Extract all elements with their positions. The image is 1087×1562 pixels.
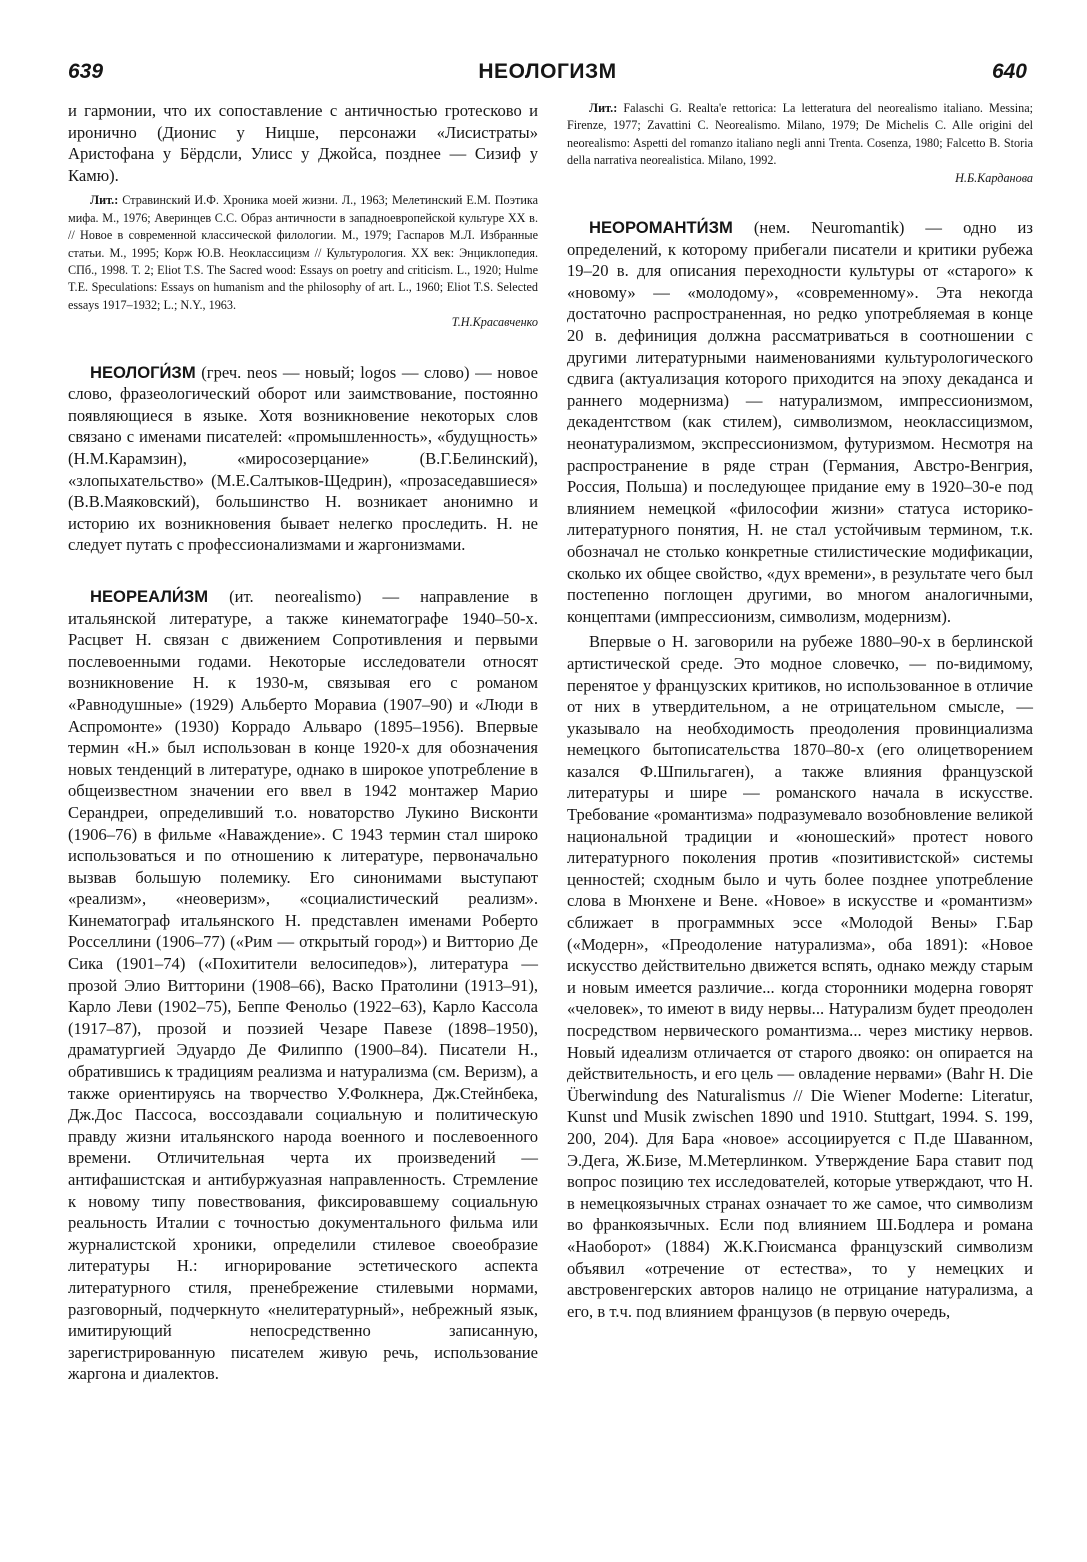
entry-text: (ит. neorealismo) — направление в итальянской литературе, а также кинематографе 1940–50-х. Расцвет Н. связан с движением Сопротивления и первыми послевоенными годами. Некоторые исследователи относят возникновение Н. к 1930-м, связывая его с романом «Равнодушные» (1929) Альберто Моравиа (1907–90) и «Люди в Аспромонте» (1930) Коррадо Альваро (1895–1956). Впервые термин «Н.» был использован в конце 1920-х для обозначения новых тенденций в литературе, однако в широкое употребление в общеизвестном значении его ввел в 1942 монтажер Марио Серандреи, определивший т.о. новаторство Лукино Висконти (1906–76) в фильме «Наваждение». С 1943 термин стал широко использоваться и по отношению к литературе, первоначально вызвав большую полемику. Его синонимами выступают «реализм», «неоверизм», «социалистический реализм». Кинематограф итальянского Н. представлен именами Роберто Росселлини (1906–77) («Рим — открытый город») и Витторио Де Сика (1901–74) («Похитители велосипедов»), литература — прозой Элио Витторини (1908–66), Васко Пратолини (1913–91), Карло Леви (1902–75), Беппе Фенольо (1922–63), Карло Кассола (1917–87), прозой и поэзией Чезаре Павезе (1898–1950), драматургией Эдуардо Де Филиппо (1900–84). Писатели Н., обратившись к традициям реализма и натурализма (см. Веризм), а также ориентируясь на творчество У.Фолкнера, Дж.Стейнбека, Дж.Дос Пассоса, воссоздавали социальную и политическую правду жизни итальянского народа военного и послевоенного времени. Отличительная черта их произведений — антифашистская и антибуржуазная направленность. Стремление к новому типу повествования, фиксировавшему социальную реальность Италии с точностью документального фильма или журналистской хроники, определили стилевое своеобразие литературы Н.: игнорирование эстетического аспекта литературного стиля, пренебрежение стилевыми нормами, разговорный, подчеркнуто «нелитературный», небрежный язык, имитирующий непосредственно записанную, зарегистрированную писателем живую речь, использование жаргона и диалектов. xyxy=(68,586,538,1384)
paragraph: Впервые о Н. заговорили на рубеже 1880–90-х в берлинской артистической среде. Это модное словечко, — по-видимому, перенятое у французских критиков, но использованное в отличие от них в утвердительном, а не отрицательном смысле, — указывало на необходимость преодоления провинциализма немецкого бытописательства 1870–80-х (его олицетворением казался Ф.Шпильгаген), а также влияния французской литературы и шире — романского начала в искусстве. Требование «романтизма» подразумевало возобновление великой национальной традиции и «юношеский» протест нового литературного поколения против «позитивистской» системы ценностей; сходным было и чуть более позднее употребление слова в Мюнхене и Вене. «Новое» в искусстве и «романтизм» сближает в программных эссе «Молодой Вены» Г.Бар («Модерн», «Преодоление натурализма», оба 1891): «Новое искусство действительно движется вспять, однако между старым и новым имеется различие... когда сторонники модерна говорят «человек», то имеют в виду нервы... Натурализм будет преодолен посредством нервического романтизма... через мистику нервов. Новый идеализм отличается от старого двояко: он опирается на действительность, и его цель — овладение нервами» (Bahr H. Die Überwindung des Naturalismus // Die Wiener Moderne: Literatur, Kunst und Musik zwischen 1890 und 1910. Stuttgart, 1994. S. 199, 200, 204). Для Бара «новое» ассоциируется с П.де Шаванном, Э.Дега, Ж.Бизе, М.Метерлинком. Утверждение Бара ставит под вопрос позицию тех исследователей, которые утверждают, что Н. в немецкоязычных странах означает то же самое, что символизм во франкоязычных. Если под влиянием Ш.Бодлера и романа «Наоборот» (1884) Ж.К.Гюисманса французский символизм объявил «отречение от естества», то у немецких и австровенгерских авторов налицо не отрицание натурализма, а его, в т.ч. под влиянием французов (в первую очередь, xyxy=(567,632,1033,1321)
bibliography-neoclassicism xyxy=(68,192,538,331)
headword-neologism: НЕОЛОГИ́ЗМ xyxy=(90,362,196,382)
entry-neoromanticism xyxy=(567,217,1033,627)
running-title: НЕОЛОГИЗМ xyxy=(478,60,617,83)
headword-neoromanticism: НЕОРОМАНТИ́ЗМ xyxy=(589,218,733,238)
headword-neorealism: НЕОРЕАЛИ́ЗМ xyxy=(90,586,209,606)
entry-neologism xyxy=(68,362,538,556)
page-header xyxy=(68,60,1027,94)
left-page-number: 639 xyxy=(68,60,104,83)
continued-text: и гармонии, что их сопоставление с античностью гротесково и иронично (Дионис у Ницше, персонажи «Лисистраты» Аристофана у Бёрдсли, Улисс у Джойса, позднее — Сизиф у Камю). xyxy=(68,101,538,185)
left-column xyxy=(68,100,538,1385)
right-page-number: 640 xyxy=(991,60,1027,83)
entry-text: (нем. Neuromantik) — одно из определений, к которому прибегали писатели и критики рубежа 19–20 в. для описания переходности культуры от «старого» к «новому» — «молодому», «современному». Эта некогда достаточно распространенная, но редко употребляемая в конце 20 в. дефиниция должна рассматриваться в соотношении с другими литературными наименованиями культурологического сдвига (актуализация которого приходится на эпоху декаданса и раннего модернизма) — натурализмом, импрессионизмом, декадентством (как стилем), символизмом, неоклассицизмом, неонатурализмом, экспрессионизмом, футуризмом. Несмотря на распространение в ряде стран (Германия, Австро-Венгрия, Россия, Польша) и последующее придание ему в 1920–30-е под влиянием немецкой «философии жизни» статуса историко-литературного понятия, Н. не стал устойчивым термином, т.к. обозначал не столько конкретные стилистические модификации, сколько их общее свойство, «дух времени», в результате чего был постепенно поглощен другими, во многом аналогичными, концептами (импрессионизм, символизм, модернизм). xyxy=(567,218,1033,626)
bibliography-text: Стравинский И.Ф. Хроника моей жизни. Л., 1963; Мелетинский Е.М. Поэтика мифа. М., 1976; Аверинцев С.С. Образ античности в западноевропейской культуре XX в. // Новое в современной классической филологии. М., 1979; Гаспаров М.Л. Избранные статьи. М., 1995; Корж Ю.В. Неоклассицизм // Культурология. XX век: Энциклопедия. СПб., 1998. Т. 2; Eliot T.S. The Sacred wood: Essays on poetry and criticism. L., 1920; Hulme T.E. Speculations: Essays on humanism and the philosophy of art. L., 1960; Eliot T.S. Selected essays 1917–1932; L.; N.Y., 1963. xyxy=(68,193,538,312)
bibliography-neorealism xyxy=(567,100,1033,187)
right-column xyxy=(567,100,1033,1322)
bibliography-label: Лит.: xyxy=(90,193,119,208)
bibliography-text: Falaschi G. Realta'e rettorica: La letteratura del neorealismo italiano. Messina; Firenze, 1977; Zavattini C. Neorealismo. Milano, 1979; De Michelis C. Alle origini del neorealismo: Aspetti del romanzo italiano negli anni Trenta. Cosenza, 1980; Falcetto B. Storia della narrativa neorealistica. Milano, 1992. xyxy=(567,101,1033,168)
author-signature: Н.Б.Карданова xyxy=(955,170,1033,185)
bibliography-label: Лит.: xyxy=(589,101,618,115)
entry-neorealism xyxy=(68,586,538,1385)
entry-text: (греч. neos — новый; logos — слово) — новое слово, фразеологический оборот или заимствование, постоянно появляющиеся в языке. Хотя возникновение некоторых слов связано с именами писателей: «промышленность», «будущность» (Н.М.Карамзин), «миросозерцание» (В.Г.Белинский), «злопыхательство» (М.Е.Салтыков-Щедрин), «прозаседавшиеся» (В.В.Маяковский), большинство Н. возникает анонимно и историю их возникновения бывает нелегко проследить. Н. не следует путать с профессионализмами и жаргонизмами. xyxy=(68,362,538,555)
author-signature: Т.Н.Красавченко xyxy=(451,315,538,330)
